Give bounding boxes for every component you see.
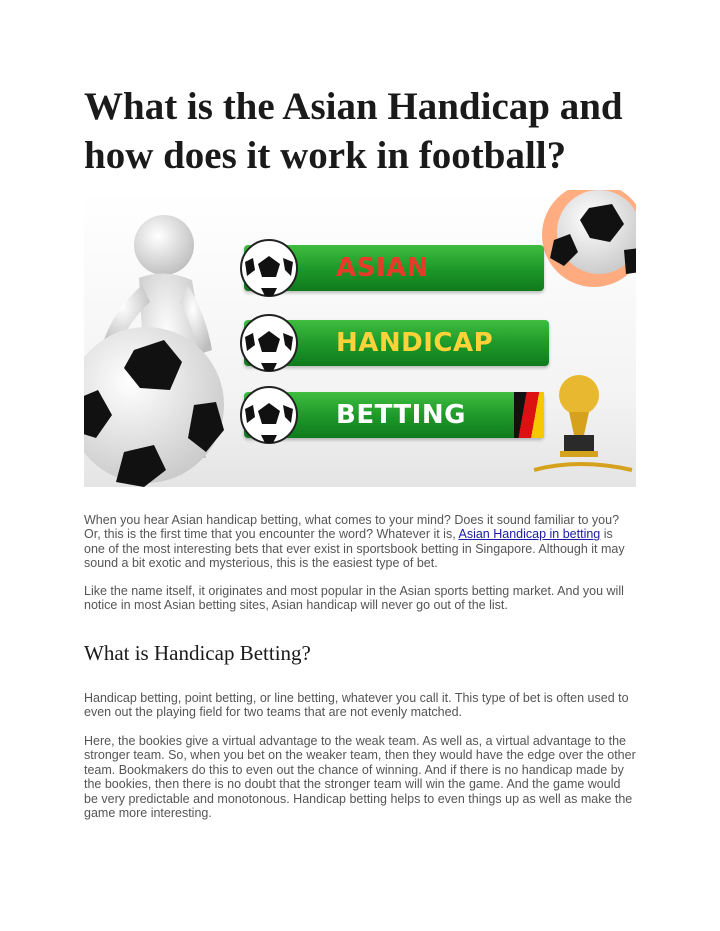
soccer-ball-icon (239, 385, 299, 445)
banner-betting-label: BETTING (336, 400, 466, 430)
paragraph-intro: When you hear Asian handicap betting, what comes to your mind? Does it sound familiar to you? Or, this is the first time that you encounter the word? Whatever it is, Asian Handicap in betting is one of the most interesting bets that ever exist in sportsbook betting in Singapore. Although it may sound a bit exotic and mysterious, this is the easiest type of bet. (84, 513, 625, 571)
paragraph-origin: Like the name itself, it originates and most popular in the Asian sports betting market. And you will notice in most Asian betting sites, Asian handicap will never go out of the list. (84, 584, 624, 613)
soccer-ball-icon (239, 238, 299, 298)
flag-stripes (514, 392, 544, 438)
page-title: What is the Asian Handicap and how does it work in football? (84, 85, 623, 177)
paragraph-explanation: Here, the bookies give a virtual advantage to the weak team. As well as, a virtual advantage to the stronger team. So, when you bet on the weaker team, then they would have the edge over the other team. Bookmakers do this to even out the chance of winning. And if there is no handicap made by the bookies, then there is no doubt that the stronger team will win the game. And the game would be very predictable and monotonous. Handicap betting helps to even things up as well as make the game more interesting. (84, 734, 636, 821)
banner-asian-label: ASIAN (336, 253, 429, 283)
hero-image (84, 190, 636, 487)
banner-handicap-label: HANDICAP (336, 328, 494, 358)
soccer-ball-icon (239, 313, 299, 373)
paragraph-definition: Handicap betting, point betting, or line betting, whatever you call it. This type of bet is often used to even out the playing field for two teams that are not evenly matched. (84, 691, 629, 720)
section-heading: What is Handicap Betting? (84, 641, 311, 665)
asian-handicap-link[interactable]: Asian Handicap in betting (458, 527, 601, 542)
